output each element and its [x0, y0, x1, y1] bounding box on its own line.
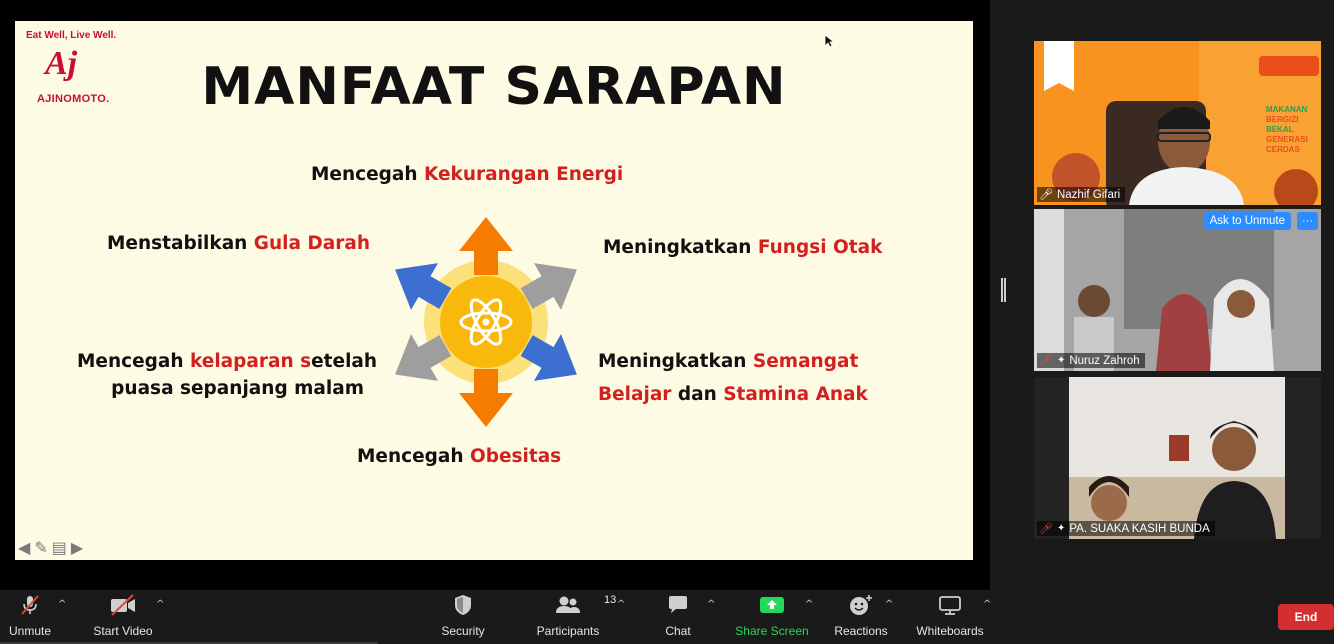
start-video-button[interactable]: Start Video	[88, 590, 158, 644]
whiteboard-icon	[937, 593, 963, 617]
participant-name-tag: 🎤︎ ✦ PA. SUAKA KASIH BUNDA	[1037, 521, 1215, 536]
mic-muted-icon: 🎤︎	[1039, 355, 1053, 367]
participant-name-tag: 🎤︎ Nazhif Gifari	[1037, 187, 1125, 202]
slide-nav-tools	[18, 540, 83, 556]
panel-resize-handle[interactable]	[1001, 278, 1006, 302]
benefit-upper-left: Menstabilkan Gula Darah	[107, 233, 371, 254]
benefit-bottom: Mencegah Obesitas	[357, 446, 562, 467]
video-options-caret[interactable]: ^	[156, 599, 165, 610]
mic-icon: 🎤︎	[1039, 189, 1053, 201]
banner-text: MAKANAN BERGIZI BEKAL GENERASI CERDAS	[1266, 105, 1308, 154]
whiteboards-button[interactable]: Whiteboards	[912, 590, 988, 644]
video-camera-off-icon	[109, 593, 137, 617]
chat-options-caret[interactable]: ^	[707, 599, 716, 610]
video-tile-nuruz[interactable]	[1034, 209, 1321, 371]
pin-icon: ✦	[1056, 523, 1066, 534]
reactions-button[interactable]: Reactions	[830, 590, 892, 644]
security-button[interactable]: Security	[436, 590, 490, 644]
unmute-button[interactable]: Unmute	[0, 590, 60, 644]
participants-options-caret[interactable]: ^	[617, 599, 626, 610]
participants-icon	[554, 593, 582, 617]
smiley-plus-icon	[848, 593, 874, 617]
video-tile-nazhif[interactable]	[1034, 41, 1321, 205]
participant-name-tag: 🎤︎ ✦ Nuruz Zahroh	[1037, 353, 1145, 368]
benefits-diagram	[381, 215, 591, 430]
reactions-options-caret[interactable]: ^	[885, 599, 894, 610]
meeting-toolbar	[0, 590, 1334, 644]
share-options-caret[interactable]: ^	[805, 599, 814, 610]
share-screen-icon	[759, 594, 785, 616]
video-tile-suaka-kasih-bunda[interactable]	[1034, 377, 1321, 539]
pen-icon[interactable]: ✎	[34, 538, 48, 557]
chat-icon	[666, 593, 690, 617]
ajinomoto-logo: Aj	[45, 45, 78, 82]
more-options-button[interactable]: ···	[1297, 212, 1318, 230]
participant-video	[1034, 377, 1321, 539]
brand-tagline: Eat Well, Live Well.	[26, 30, 117, 41]
participants-count: 13	[604, 594, 617, 606]
arrow-left-icon[interactable]: ◀	[18, 538, 31, 557]
participant-video	[1034, 209, 1321, 371]
end-meeting-button[interactable]: End	[1278, 604, 1334, 630]
ask-to-unmute-button[interactable]: Ask to Unmute	[1204, 212, 1291, 230]
arrow-right-icon[interactable]: ▶	[70, 538, 84, 557]
mic-muted-icon: 🎤︎	[1039, 523, 1053, 535]
slides-menu-icon[interactable]: ▤	[51, 538, 67, 557]
audio-options-caret[interactable]: ^	[58, 599, 67, 610]
benefit-upper-right: Meningkatkan Fungsi Otak	[603, 237, 883, 258]
chat-button[interactable]: Chat	[654, 590, 702, 644]
benefit-lower-left: Mencegah kelaparan setelah puasa sepanjang malam	[77, 351, 378, 399]
microphone-muted-icon	[18, 593, 42, 617]
share-screen-button[interactable]: Share Screen	[734, 590, 810, 644]
brand-name: AJINOMOTO.	[37, 93, 110, 105]
slide-title: MANFAAT SARAPAN	[201, 57, 787, 117]
presentation-slide	[15, 21, 973, 560]
benefit-top: Mencegah Kekurangan Energi	[311, 164, 624, 185]
whiteboards-options-caret[interactable]: ^	[983, 599, 992, 610]
mouse-cursor-icon	[824, 34, 834, 48]
participants-button[interactable]: 13 Participants	[536, 594, 617, 638]
pin-icon: ✦	[1056, 355, 1066, 366]
benefit-lower-right: Meningkatkan Semangat Belajar dan Stamina Anak	[598, 351, 868, 405]
shield-icon	[452, 593, 474, 617]
